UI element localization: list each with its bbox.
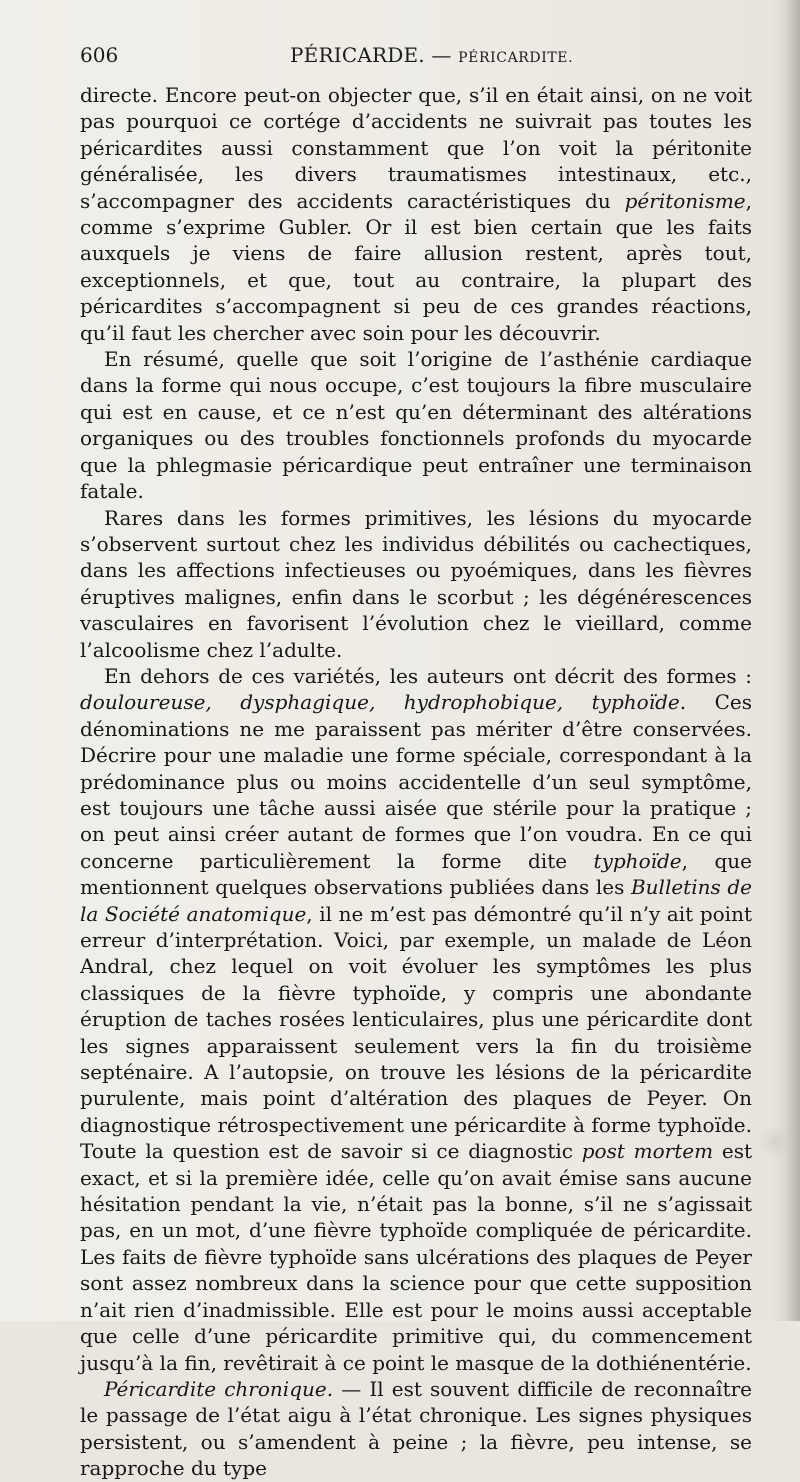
- paragraph-1-part-2: , comme s’exprime Gubler. Or il est bien certain que les faits auxquels je viens de faire allusion restent, après tout, exceptionnels, et que, tout au contraire, la plupart des péricardites s’accompagnent si peu de ces grandes réactions, qu’il faut les chercher avec soin pour les découvrir.: [80, 188, 752, 345]
- section-heading: Péricardite chronique.: [104, 1376, 334, 1401]
- paragraph-4-emphasis-1: douloureuse, dysphagique, hydrophobique, typhoïde: [80, 690, 680, 715]
- paragraph-4-part-5: est exact, et si la première idée, celle qu’on avait émise sans aucune hésitation pendant la vie, n’était pas la bonne, s’il ne s’agissait pas, en un mot, d’une fièvre typhoïde compliquée de péricardite. Les faits de fièvre typhoïde sans ulcérations des plaques de Peyer sont assez nombreux dans la science pour que cette supposition n’ait rien d’inadmissible. Elle est pour le moins aussi acceptable que celle d’une péricardite primitive qui, du commencement jusqu’à la fin, revêtirait à ce point le masque de la dothiénentérie.: [80, 1139, 752, 1375]
- paragraph-1-part-1: directe. Encore peut-on objecter que, s’il en était ainsi, on ne voit pas pourquoi ce cortége d’accidents ne suivrait pas toutes les péricardites aussi constamment que l’on voit la péritonite généralisée, les divers traumatismes intestinaux, etc., s’accompagner des accidents caractéristiques du: [80, 83, 752, 213]
- paragraph-2: En résumé, quelle que soit l’origine de l’asthénie cardiaque dans la forme qui nous occupe, c’est toujours la fibre musculaire qui est en cause, et ce n’est qu’en déterminant des altérations organiques ou des troubles fonctionnels profonds du myocarde que la phlegmasie péricardique peut entraîner une terminaison fatale.: [80, 347, 752, 504]
- paragraph-5: [80, 1376, 752, 1482]
- paragraph-continuation: [80, 82, 752, 346]
- paragraph-4-part-1: En dehors de ces variétés, les auteurs ont décrit des formes :: [104, 663, 752, 688]
- paragraph-4-part-4: , il ne m’est pas démontré qu’il n’y ait point erreur d’interprétation. Voici, par exemple, un malade de Léon Andral, chez lequel on voit évoluer les symptômes les plus classiques de la fièvre typhoïde, y compris une abondante éruption de taches rosées lenticulaires, plus une péricardite dont les signes apparaissent seulement vers la fin du troisième septénaire. A l’autopsie, on trouve les lésions de la péricardite purulente, mais point d’altération des plaques de Peyer. On diagnostique rétrospectivement une péricardite à forme typhoïde. Toute la question est de savoir si ce diagnostic: [80, 901, 752, 1164]
- paragraph-4: [80, 663, 752, 1376]
- paragraph-3: Rares dans les formes primitives, les lésions du myocarde s’observent surtout chez les individus débilités ou cachectiques, dans les affections infectieuses ou pyoémiques, dans les fièvres éruptives malignes, enfin dans le scorbut ; les dégénérescences vasculaires en favorisent l’évolution chez le vieillard, comme l’alcoolisme chez l’adulte.: [80, 505, 752, 662]
- section-heading-dash: —: [333, 1376, 370, 1401]
- paragraph-4-part-3: , que mentionnent quelques observations publiées dans les: [80, 848, 753, 900]
- paragraph-4-emphasis-4: post mortem: [581, 1139, 714, 1164]
- header-title: [290, 38, 573, 75]
- header-title-sub: PÉRICARDITE.: [458, 50, 574, 66]
- paragraph-1-emphasis-1: péritonisme: [624, 188, 746, 213]
- header-title-main: PÉRICARDE.: [290, 43, 425, 67]
- paragraph-4-emphasis-2: typhoïde: [593, 848, 682, 873]
- paragraph-4-part-2: . Ces dénominations ne me paraissent pas mériter d’être conservées. Décrire pour une maladie une forme spéciale, correspondant à la prédominance plus ou moins accidentelle d’un seul symptôme, est toujours une tâche aussi aisée que stérile pour la pratique ; on peut ainsi créer autant de formes que l’on voudra. En ce qui concerne particulièrement la forme dite: [80, 690, 752, 873]
- paragraph-4-emphasis-3: Bulletins de la Société anatomique: [80, 875, 753, 926]
- page-number: 606: [80, 43, 119, 67]
- paragraph-5-text: Il est souvent difficile de reconnaître le passage de l’état aigu à l’état chronique. Les signes physiques persistent, ou s’amendent à peine ; la fièvre, peu intense, se rapproche du type: [80, 1376, 752, 1481]
- page-stain: [756, 1128, 792, 1156]
- body-text: [80, 82, 752, 1482]
- running-head: [80, 38, 752, 72]
- header-separator: —: [424, 43, 459, 67]
